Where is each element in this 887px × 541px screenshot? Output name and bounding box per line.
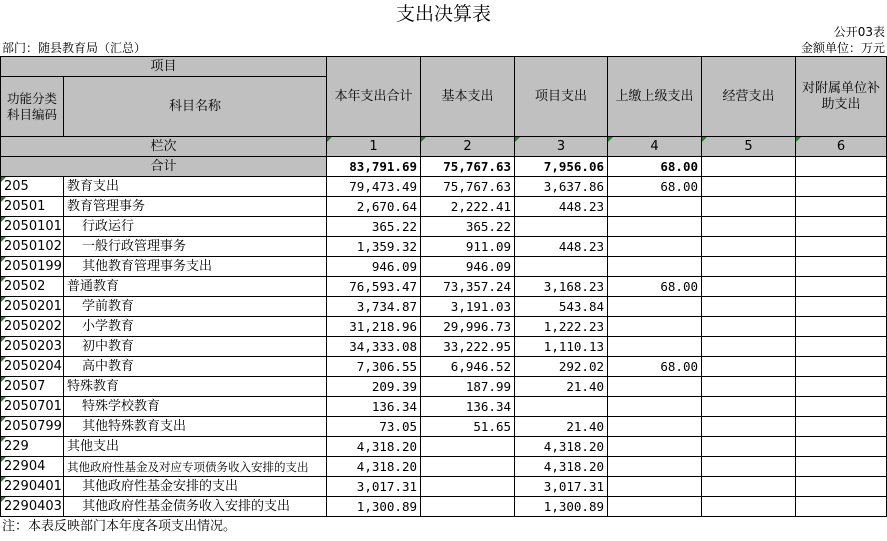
row-value <box>702 377 796 397</box>
row-name: 其他政府性基金安排的支出 <box>64 477 327 497</box>
table-row <box>1 477 887 497</box>
row-value: 136.34 <box>327 397 421 417</box>
row-code: 2050201 <box>1 297 64 317</box>
header-operating-expenditure: 经营支出 <box>702 57 796 137</box>
row-code: 205 <box>1 177 64 197</box>
table-row <box>1 277 887 297</box>
row-code: 2050799 <box>1 417 64 437</box>
row-value <box>608 217 702 237</box>
row-value: 3,191.03 <box>421 297 515 317</box>
row-value: 7,306.55 <box>327 357 421 377</box>
row-value <box>796 177 887 197</box>
row-code: 20507 <box>1 377 64 397</box>
row-value <box>421 437 515 457</box>
row-value <box>702 397 796 417</box>
row-value: 911.09 <box>421 237 515 257</box>
row-name: 其他政府性基金及对应专项债务收入安排的支出 <box>64 457 327 477</box>
row-value: 946.09 <box>327 257 421 277</box>
table-row <box>1 497 887 517</box>
row-value: 1,222.23 <box>515 317 608 337</box>
row-value <box>421 477 515 497</box>
row-value: 187.99 <box>421 377 515 397</box>
row-value <box>702 417 796 437</box>
row-value: 292.02 <box>515 357 608 377</box>
row-value <box>608 297 702 317</box>
row-name: 其他政府性基金债务收入安排的支出 <box>64 497 327 517</box>
table-row <box>1 197 887 217</box>
row-value <box>702 277 796 297</box>
row-value: 51.65 <box>421 417 515 437</box>
row-value <box>608 337 702 357</box>
row-value <box>515 257 608 277</box>
row-code: 229 <box>1 437 64 457</box>
table-row <box>1 357 887 377</box>
row-code: 22904 <box>1 457 64 477</box>
row-code: 2050701 <box>1 397 64 417</box>
row-value: 543.84 <box>515 297 608 317</box>
row-value <box>608 417 702 437</box>
table-row <box>1 237 887 257</box>
table-row <box>1 417 887 437</box>
form-number: 公开03表 <box>833 25 885 39</box>
row-value: 4,318.20 <box>515 457 608 477</box>
row-value <box>702 177 796 197</box>
row-value <box>796 357 887 377</box>
column-index-cell: 1 <box>327 137 421 157</box>
table-row <box>1 337 887 357</box>
row-name: 高中教育 <box>64 357 327 377</box>
total-value <box>796 157 887 177</box>
row-name: 特殊教育 <box>64 377 327 397</box>
row-value <box>702 297 796 317</box>
table-row <box>1 317 887 337</box>
row-value: 6,946.52 <box>421 357 515 377</box>
row-value <box>608 237 702 257</box>
row-value <box>796 197 887 217</box>
row-value: 1,300.89 <box>327 497 421 517</box>
total-value: 68.00 <box>608 157 702 177</box>
row-value <box>608 437 702 457</box>
row-value <box>702 337 796 357</box>
row-value <box>608 397 702 417</box>
row-value: 79,473.49 <box>327 177 421 197</box>
row-value: 1,110.13 <box>515 337 608 357</box>
row-value: 448.23 <box>515 197 608 217</box>
row-value <box>796 477 887 497</box>
row-name: 其他支出 <box>64 437 327 457</box>
row-value <box>702 237 796 257</box>
row-value: 209.39 <box>327 377 421 397</box>
row-value: 4,318.20 <box>515 437 608 457</box>
row-code: 2290403 <box>1 497 64 517</box>
header-basic-expenditure: 基本支出 <box>421 57 515 137</box>
row-value <box>608 197 702 217</box>
row-value <box>702 197 796 217</box>
expenditure-table <box>0 56 887 517</box>
row-value <box>702 317 796 337</box>
row-value: 365.22 <box>421 217 515 237</box>
row-value: 3,017.31 <box>515 477 608 497</box>
row-value <box>702 477 796 497</box>
row-value: 68.00 <box>608 277 702 297</box>
row-name: 行政运行 <box>64 217 327 237</box>
row-value <box>702 257 796 277</box>
row-code: 2050199 <box>1 257 64 277</box>
header-name: 科目名称 <box>64 77 327 137</box>
total-value: 83,791.69 <box>327 157 421 177</box>
row-code: 20502 <box>1 277 64 297</box>
row-code: 2290401 <box>1 477 64 497</box>
row-name: 其他特殊教育支出 <box>64 417 327 437</box>
row-value <box>515 397 608 417</box>
row-value: 448.23 <box>515 237 608 257</box>
row-value: 3,734.87 <box>327 297 421 317</box>
row-value: 75,767.63 <box>421 177 515 197</box>
total-row <box>1 157 887 177</box>
table-row <box>1 217 887 237</box>
header-item: 项目 <box>1 57 327 77</box>
row-value <box>421 457 515 477</box>
row-code: 2050102 <box>1 237 64 257</box>
row-value <box>702 437 796 457</box>
row-value <box>796 217 887 237</box>
row-name: 小学教育 <box>64 317 327 337</box>
row-value: 73,357.24 <box>421 277 515 297</box>
table-row <box>1 257 887 277</box>
header-subsidy-expenditure: 对附属单位补助支出 <box>796 57 887 137</box>
row-name: 教育支出 <box>64 177 327 197</box>
row-value: 3,168.23 <box>515 277 608 297</box>
row-value <box>608 497 702 517</box>
row-value <box>796 257 887 277</box>
row-value <box>796 277 887 297</box>
row-value: 3,637.86 <box>515 177 608 197</box>
column-index-cell: 3 <box>515 137 608 157</box>
row-code: 2050204 <box>1 357 64 377</box>
row-name: 初中教育 <box>64 337 327 357</box>
row-value: 1,359.32 <box>327 237 421 257</box>
row-value <box>702 217 796 237</box>
row-value: 73.05 <box>327 417 421 437</box>
total-label: 合计 <box>1 157 327 177</box>
amount-unit-label: 金额单位：万元 <box>800 41 885 55</box>
row-value <box>702 357 796 377</box>
total-value <box>702 157 796 177</box>
row-code: 2050101 <box>1 217 64 237</box>
row-value <box>796 397 887 417</box>
row-value: 21.40 <box>515 417 608 437</box>
table-footnote: 注：本表反映部门本年度各项支出情况。 <box>2 519 237 534</box>
row-value: 68.00 <box>608 177 702 197</box>
row-value: 31,218.96 <box>327 317 421 337</box>
row-value: 946.09 <box>421 257 515 277</box>
row-value <box>796 317 887 337</box>
total-value: 75,767.63 <box>421 157 515 177</box>
header-total-expenditure: 本年支出合计 <box>327 57 421 137</box>
row-name: 一般行政管理事务 <box>64 237 327 257</box>
column-index-label: 栏次 <box>1 137 327 157</box>
table-row <box>1 177 887 197</box>
row-value <box>702 457 796 477</box>
row-value: 4,318.20 <box>327 457 421 477</box>
row-value: 33,222.95 <box>421 337 515 357</box>
table-row <box>1 377 887 397</box>
row-name: 特殊学校教育 <box>64 397 327 417</box>
row-value: 1,300.89 <box>515 497 608 517</box>
row-value: 29,996.73 <box>421 317 515 337</box>
row-value: 34,333.08 <box>327 337 421 357</box>
row-value <box>796 337 887 357</box>
table-row <box>1 297 887 317</box>
row-name: 其他教育管理事务支出 <box>64 257 327 277</box>
total-value: 7,956.06 <box>515 157 608 177</box>
row-value <box>796 297 887 317</box>
row-value: 68.00 <box>608 357 702 377</box>
row-value: 4,318.20 <box>327 437 421 457</box>
row-value <box>796 417 887 437</box>
row-value <box>796 437 887 457</box>
column-index-cell: 6 <box>796 137 887 157</box>
row-value: 2,670.64 <box>327 197 421 217</box>
header-code: 功能分类科目编码 <box>1 77 64 137</box>
department-label: 部门：随县教育局（汇总） <box>2 41 147 55</box>
row-name: 普通教育 <box>64 277 327 297</box>
row-value: 76,593.47 <box>327 277 421 297</box>
row-value: 365.22 <box>327 217 421 237</box>
row-value <box>608 377 702 397</box>
row-value: 136.34 <box>421 397 515 417</box>
row-value <box>608 257 702 277</box>
table-row <box>1 457 887 477</box>
row-value <box>702 497 796 517</box>
row-value: 2,222.41 <box>421 197 515 217</box>
row-value <box>796 377 887 397</box>
report-title: 支出决算表 <box>395 3 491 25</box>
row-value <box>796 237 887 257</box>
row-value: 3,017.31 <box>327 477 421 497</box>
column-index-cell: 2 <box>421 137 515 157</box>
row-code: 2050202 <box>1 317 64 337</box>
header-project-expenditure: 项目支出 <box>515 57 608 137</box>
row-code: 20501 <box>1 197 64 217</box>
row-name: 学前教育 <box>64 297 327 317</box>
row-value <box>608 477 702 497</box>
row-code: 2050203 <box>1 337 64 357</box>
row-value <box>796 497 887 517</box>
column-index-cell: 5 <box>702 137 796 157</box>
table-row <box>1 397 887 417</box>
row-value <box>608 317 702 337</box>
row-value <box>796 457 887 477</box>
row-value <box>608 457 702 477</box>
row-value <box>421 497 515 517</box>
row-value: 21.40 <box>515 377 608 397</box>
row-name: 教育管理事务 <box>64 197 327 217</box>
column-index-cell: 4 <box>608 137 702 157</box>
header-remit-expenditure: 上缴上级支出 <box>608 57 702 137</box>
table-row <box>1 437 887 457</box>
row-value <box>515 217 608 237</box>
